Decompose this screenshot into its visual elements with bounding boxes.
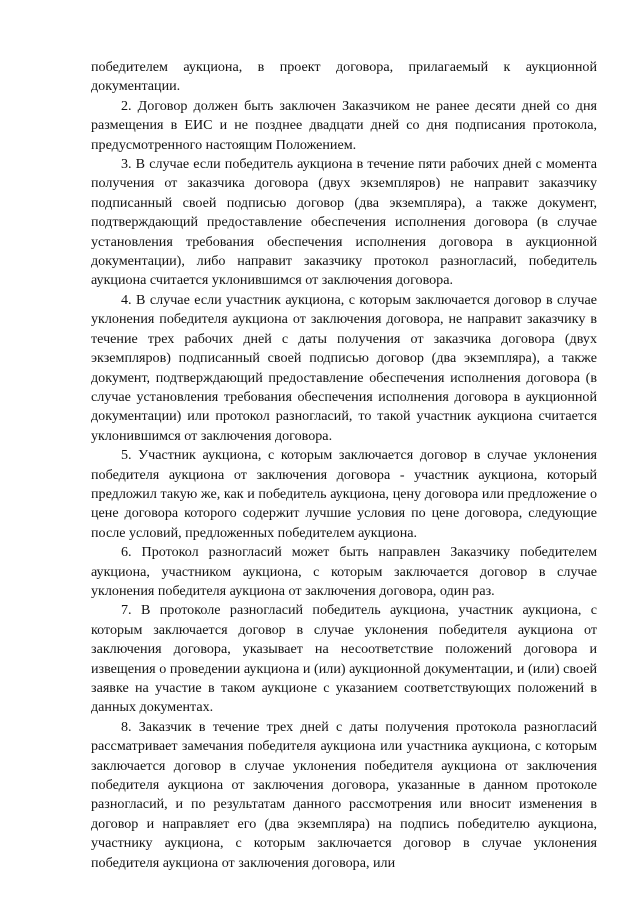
paragraph-continuation: победителем аукциона, в проект договора, прилагаемый к аукционной документации. — [91, 59, 597, 95]
paragraph-5: 5. Участник аукциона, с которым заключается договор в случае уклонения победителя аукциона от заключения договора - участник аукциона, который предложил такую же, как и победитель аукциона, цену договора или предложение о цене договора которого содержит лучшие условия по цене договора, следующие после условий, предложенных победителем аукциона. — [91, 447, 597, 541]
paragraph-7: 7. В протоколе разногласий победитель аукциона, участник аукциона, с которым заключается договор в случае уклонения победителя аукциона от заключения договора, указывает на несоответствие положений договора и извещения о проведении аукциона и (или) аукционной документации, и (или) своей заявке на участие в таком аукционе с указанием соответствующих положений в данных документах. — [91, 602, 597, 716]
paragraph-6: 6. Протокол разногласий может быть направлен Заказчику победителем аукциона, участником аукциона, с которым заключается договор в случае уклонения победителя аукциона от заключения договора, один раз. — [91, 544, 597, 599]
paragraph-4: 4. В случае если участник аукциона, с которым заключается договор в случае уклонения победителя аукциона от заключения договора, не направит заказчику в течение трех рабочих дней с даты получения от заказчика договора (двух экземпляров) подписанный своей подписью договор (два экземпляра), а также документ, подтверждающий предоставление обеспечения исполнения договора (в случае установления требования обеспечения исполнения договора в аукционной документации) или протокол разногласий, то такой участник аукциона считается уклонившимся от заключения договора. — [91, 291, 597, 444]
paragraph-3: 3. В случае если победитель аукциона в течение пяти рабочих дней с момента получения от заказчика договора (двух экземпляров) не направит заказчику подписанный своей подписью договор (два экземпляра), а также документ, подтверждающий предоставление обеспечения исполнения договора (в случае установления требования обеспечения исполнения договора в аукционной документации), либо направит заказчику протокол разногласий, победитель аукциона считается уклонившимся от заключения договора. — [91, 156, 597, 289]
paragraph-8: 8. Заказчик в течение трех дней с даты получения протокола разногласий рассматривает замечания победителя аукциона или участника аукциона, с которым заключается договор в случае уклонения победителя аукциона от заключения победителя аукциона от заключения договора, указанные в данном протоколе разногласий, и по результатам данного рассмотрения или вносит изменения в договор и направляет его (два экземпляра) на подпись победителю аукциона, участнику аукциона, с которым заключается договор в случае уклонения победителя аукциона от заключения договора, или — [91, 718, 597, 871]
paragraph-2: 2. Договор должен быть заключен Заказчиком не ранее десяти дней со дня размещения в ЕИС и не позднее двадцати дней со дня подписания протокола, предусмотренного настоящим Положением. — [91, 97, 597, 153]
document-page — [91, 58, 597, 873]
